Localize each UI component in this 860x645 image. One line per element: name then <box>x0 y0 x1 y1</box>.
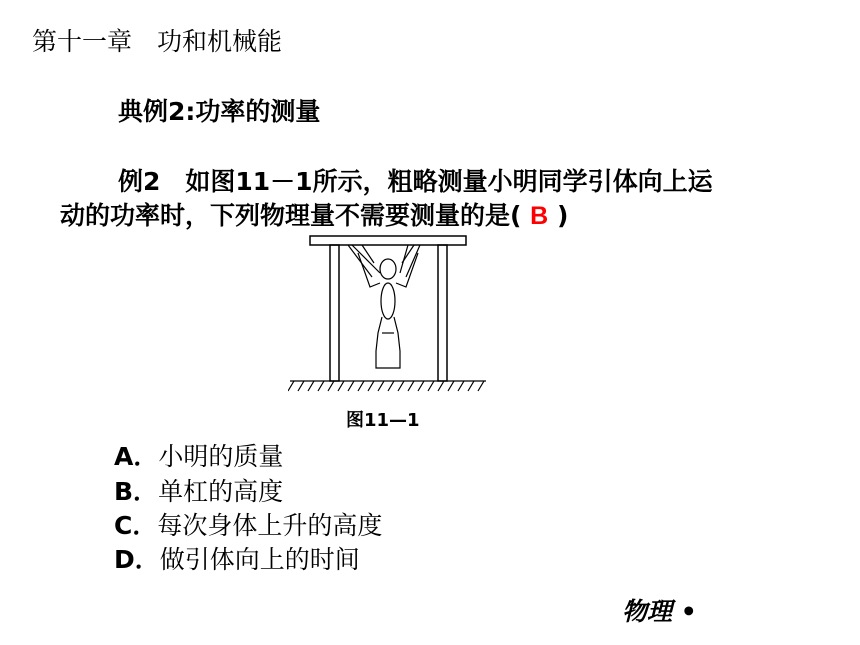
option-letter: D． <box>114 545 160 574</box>
question-close-paren: ) <box>556 201 569 230</box>
option-text: 小明的质量 <box>158 442 284 471</box>
option-c <box>114 506 382 542</box>
option-text: 做引体向上的时间 <box>159 545 360 574</box>
right-post <box>438 245 447 381</box>
option-letter: A． <box>114 442 159 471</box>
question-line-1: 例2 如图11－1所示，粗略测量小明同学引体向上运 <box>118 167 713 196</box>
option-a <box>114 437 283 473</box>
option-d <box>114 540 360 576</box>
option-text: 每次身体上升的高度 <box>157 511 383 540</box>
left-post <box>330 245 339 381</box>
person-figure <box>348 245 420 368</box>
question-text: 动的功率时，下列物理量不需要测量的是( <box>60 201 522 230</box>
answer-letter: B <box>530 202 549 230</box>
question-line-2 <box>60 196 568 232</box>
pullup-figure <box>288 233 488 401</box>
footer-subject: 物理 • <box>622 597 697 626</box>
ground <box>288 381 486 391</box>
horizontal-bar <box>310 236 466 245</box>
option-text: 单杠的高度 <box>158 477 284 506</box>
chapter-header: 第十一章 功和机械能 <box>32 27 283 56</box>
example-title: 典例2:功率的测量 <box>118 97 321 126</box>
option-b <box>114 472 283 508</box>
option-letter: C． <box>114 511 158 540</box>
option-letter: B． <box>114 477 159 506</box>
figure-caption: 图11—1 <box>346 410 420 431</box>
